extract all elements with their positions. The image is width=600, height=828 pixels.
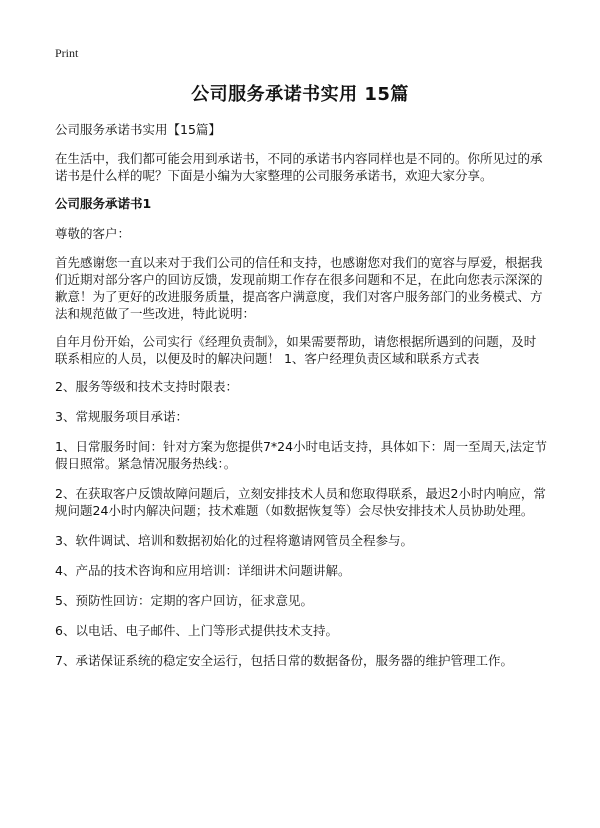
salutation: 尊敬的客户：: [55, 226, 131, 241]
intro-paragraph: 在生活中，我们都可能会用到承诺书，不同的承诺书内容同样也是不同的。你所见过的承诺书是什么样的呢？下面是小编为大家整理的公司服务承诺书，欢迎大家分享。: [55, 151, 543, 183]
list-item: 3、软件调试、培训和数据初始化的过程将邀请网管员全程参与。: [55, 533, 413, 548]
print-label: Print: [55, 46, 79, 60]
list-item: 7、承诺保证系统的稳定安全运行，包括日常的数据备份，服务器的维护管理工作。: [55, 653, 513, 668]
list-item: 1、日常服务时间：针对方案为您提供7*24小时电话支持，具体如下：周一至周天,法定节假日照常。紧急情况服务热线：。: [55, 439, 548, 471]
list-item: 4、产品的技术咨询和应用培训：详细讲术问题讲解。: [55, 563, 351, 578]
list-item: 5、预防性回访：定期的客户回访，征求意见。: [55, 593, 313, 608]
list-item: 2、在获取客户反馈故障问题后，立刻安排技术人员和您取得联系，最迟2小时内响应，常规问题24小时内解决问题；技术难题（如数据恢复等）会尽快安排技术人员协助处理。: [55, 486, 546, 518]
body-paragraph: 首先感谢您一直以来对于我们公司的信任和支持，也感谢您对我们的宽容与厚爱，根据我们近期对部分客户的回访反馈，发现前期工作存在很多问题和不足，在此向您表示深深的歉意！为了更好的改进服务质量，提高客户满意度，我们对客户服务部门的业务模式、方法和规范做了一些改进，特此说明：: [55, 255, 543, 321]
body-paragraph: 自年月份开始，公司实行《经理负责制》，如果需要帮助，请您根据所遇到的问题，及时联系相应的人员，以便及时的解决问题！ 1、客户经理负责区域和联系方式表: [55, 334, 537, 366]
list-item: 6、以电话、电子邮件、上门等形式提供技术支持。: [55, 623, 338, 638]
document-body: [55, 121, 548, 682]
list-item: 2、服务等级和技术支持时限表：: [55, 379, 238, 394]
section-heading: 公司服务承诺书1: [55, 196, 152, 211]
list-item: 3、常规服务项目承诺：: [55, 409, 188, 424]
document-title: 公司服务承诺书实用 15篇: [191, 84, 409, 105]
document-subtitle: 公司服务承诺书实用【15篇】: [55, 122, 221, 137]
